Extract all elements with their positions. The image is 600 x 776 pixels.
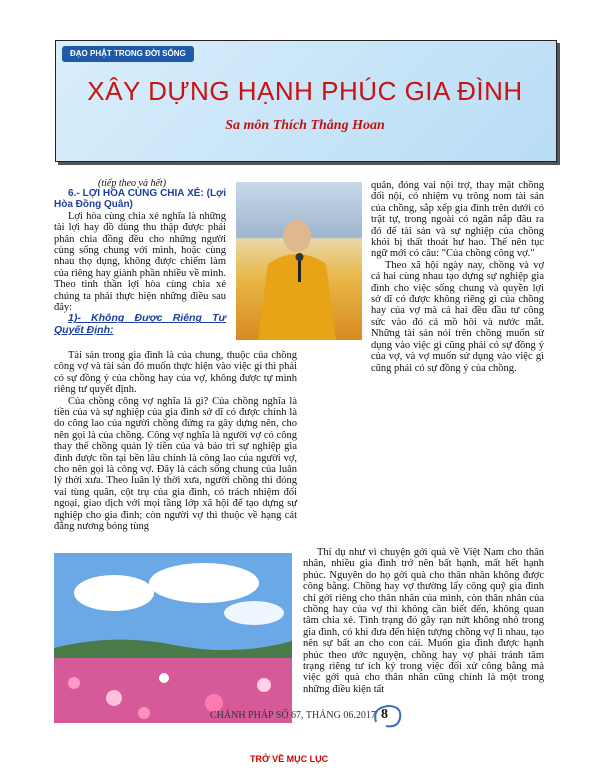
column-right xyxy=(303,180,544,695)
column-left-wide xyxy=(54,350,297,533)
subsection-heading: 1)- Không Được Riêng Tư Quyết Định: xyxy=(54,312,226,336)
paragraph: Theo xã hội ngày nay, chồng và vợ cả hai cùng nhau tạo dựng sự nghiệp gia đình cho việc sống chung và quyền lợi sở dĩ có được không riêng gì của chồng hay của vợ mà cả hai đều đầu tư công sức vào đó cả mồ hôi và nước mắt. Những tài sản nói trên chồng muốn sử dụng vào việc gì cũng phải có sự đồng ý của vợ, và vợ muốn sử dụng vào việc gì cũng phải có sự đồng ý của chồng. xyxy=(371,259,544,374)
paragraph: Của chồng công vợ nghĩa là gì? Của chồng nghĩa là tiền của và sự nghiệp của gia đình sở dĩ có được chính là do công lao của người chồng đứng ra gây dựng nên, cho nên gọi là của chồng. Công vợ nghĩa là người vợ có công thay thế chồng quản lý tiền của và bảo trì sự nghiệp gia đình được tồn tại bền lâu chính là công lao của người vợ, cho nên gọi là công vợ. Đây là cách sống chung của luân lý thời xưa. Theo luân lý thời xưa, người chồng thì đóng vai tùng quân, cột trụ của gia đình, có trách nhiệm đối ngoại, giao dịch với mọi tầng lớp xã hội để tạo dựng sự nghiệp cho gia đình; còn người vợ thì thuộc về hạng cát đằng nương bóng tùng xyxy=(54,395,297,533)
issue-footer: CHÁNH PHÁP SỐ 67, THÁNG 06.2017 xyxy=(210,710,376,721)
paragraph: Tài sản trong gia đình là của chung, thuộc của chồng công vợ và tài sản đó muốn thực hiện vào việc gì thì phải có sự đồng ý của chồng hay của vợ, không được tự mình riêng tư quyết định. xyxy=(54,350,297,396)
paragraph: Thí dụ như vì chuyện gởi quà về Việt Nam cho thân nhân, nhiều gia đình trở nên bất hạnh, mất hết hạnh phúc. Nguyên do họ gởi quà cho thân nhân không được công bằng. Chồng hay vợ thường lấy công quỹ gia đình chỉ gởi riêng cho thân nhân của mình, còn thân nhân của chồng hay của vợ thì không cần biết đến, không quan tâm chia xẻ. Tình trạng đó gây rạn nứt không nhỏ trong gia đình, có khi đưa đến hiện tượng chồng vợ lì nhau, tạo nên sự bất an cho con cái. Muốn gia đình được hạnh phúc theo ước nguyện, chồng hay vợ phải tránh tâm trạng riêng tư ích kỷ trong việc đối xử công bằng mà việc gởi quà cho thân nhân cũng chính là một trong những điều kiện tất xyxy=(303,547,544,695)
back-to-toc-link[interactable]: TRỞ VỀ MỤC LỤC xyxy=(250,754,329,764)
monk-figure xyxy=(258,214,336,340)
article-title: XÂY DỰNG HẠNH PHÚC GIA ĐÌNH xyxy=(87,76,523,106)
continued-note: (tiếp theo và hết) xyxy=(98,178,167,189)
paragraph: quân, đóng vai nội trợ, thay mặt chồng đối nội, có nhiệm vụ trông nom tài sản của chồng, sắp xếp gia đình trên dưới có trật tự, trong ngoài có ngăn nắp đâu ra đó để tài sản và sự nghiệp của chồng khỏi bị thất thoát hư hao. Thế nên tục ngữ mới có câu: "Của chồng công vợ." xyxy=(371,180,544,260)
swirl-ornament-icon xyxy=(370,700,406,730)
section-tag: ĐẠO PHẬT TRONG ĐỜI SỐNG xyxy=(62,46,194,62)
column-right-wide xyxy=(303,547,544,695)
section-heading: 6.- LỢI HÒA CÙNG CHIA XẺ: (Lợi Hòa Đồng Quân) xyxy=(54,188,226,211)
flower-landscape-image xyxy=(54,553,292,723)
author-name: Sa môn Thích Thắng Hoan xyxy=(225,118,385,133)
page-number: 8 xyxy=(381,707,388,722)
monk-photo xyxy=(236,182,362,340)
paragraph: Lợi hòa cùng chia xẻ nghĩa là những tài lợi hay đồ dùng thu thập được phải phân chia đồng đều cho những người cùng sống chung với mình, hoặc cùng nhau thọ dụng, không được chiếm làm của riêng hay giành phần nhiều về mình. Theo tinh thần lợi hòa cùng chia xẻ chúng ta phải thực hiện những điều sau đây: xyxy=(54,210,226,314)
column-left xyxy=(54,188,297,533)
